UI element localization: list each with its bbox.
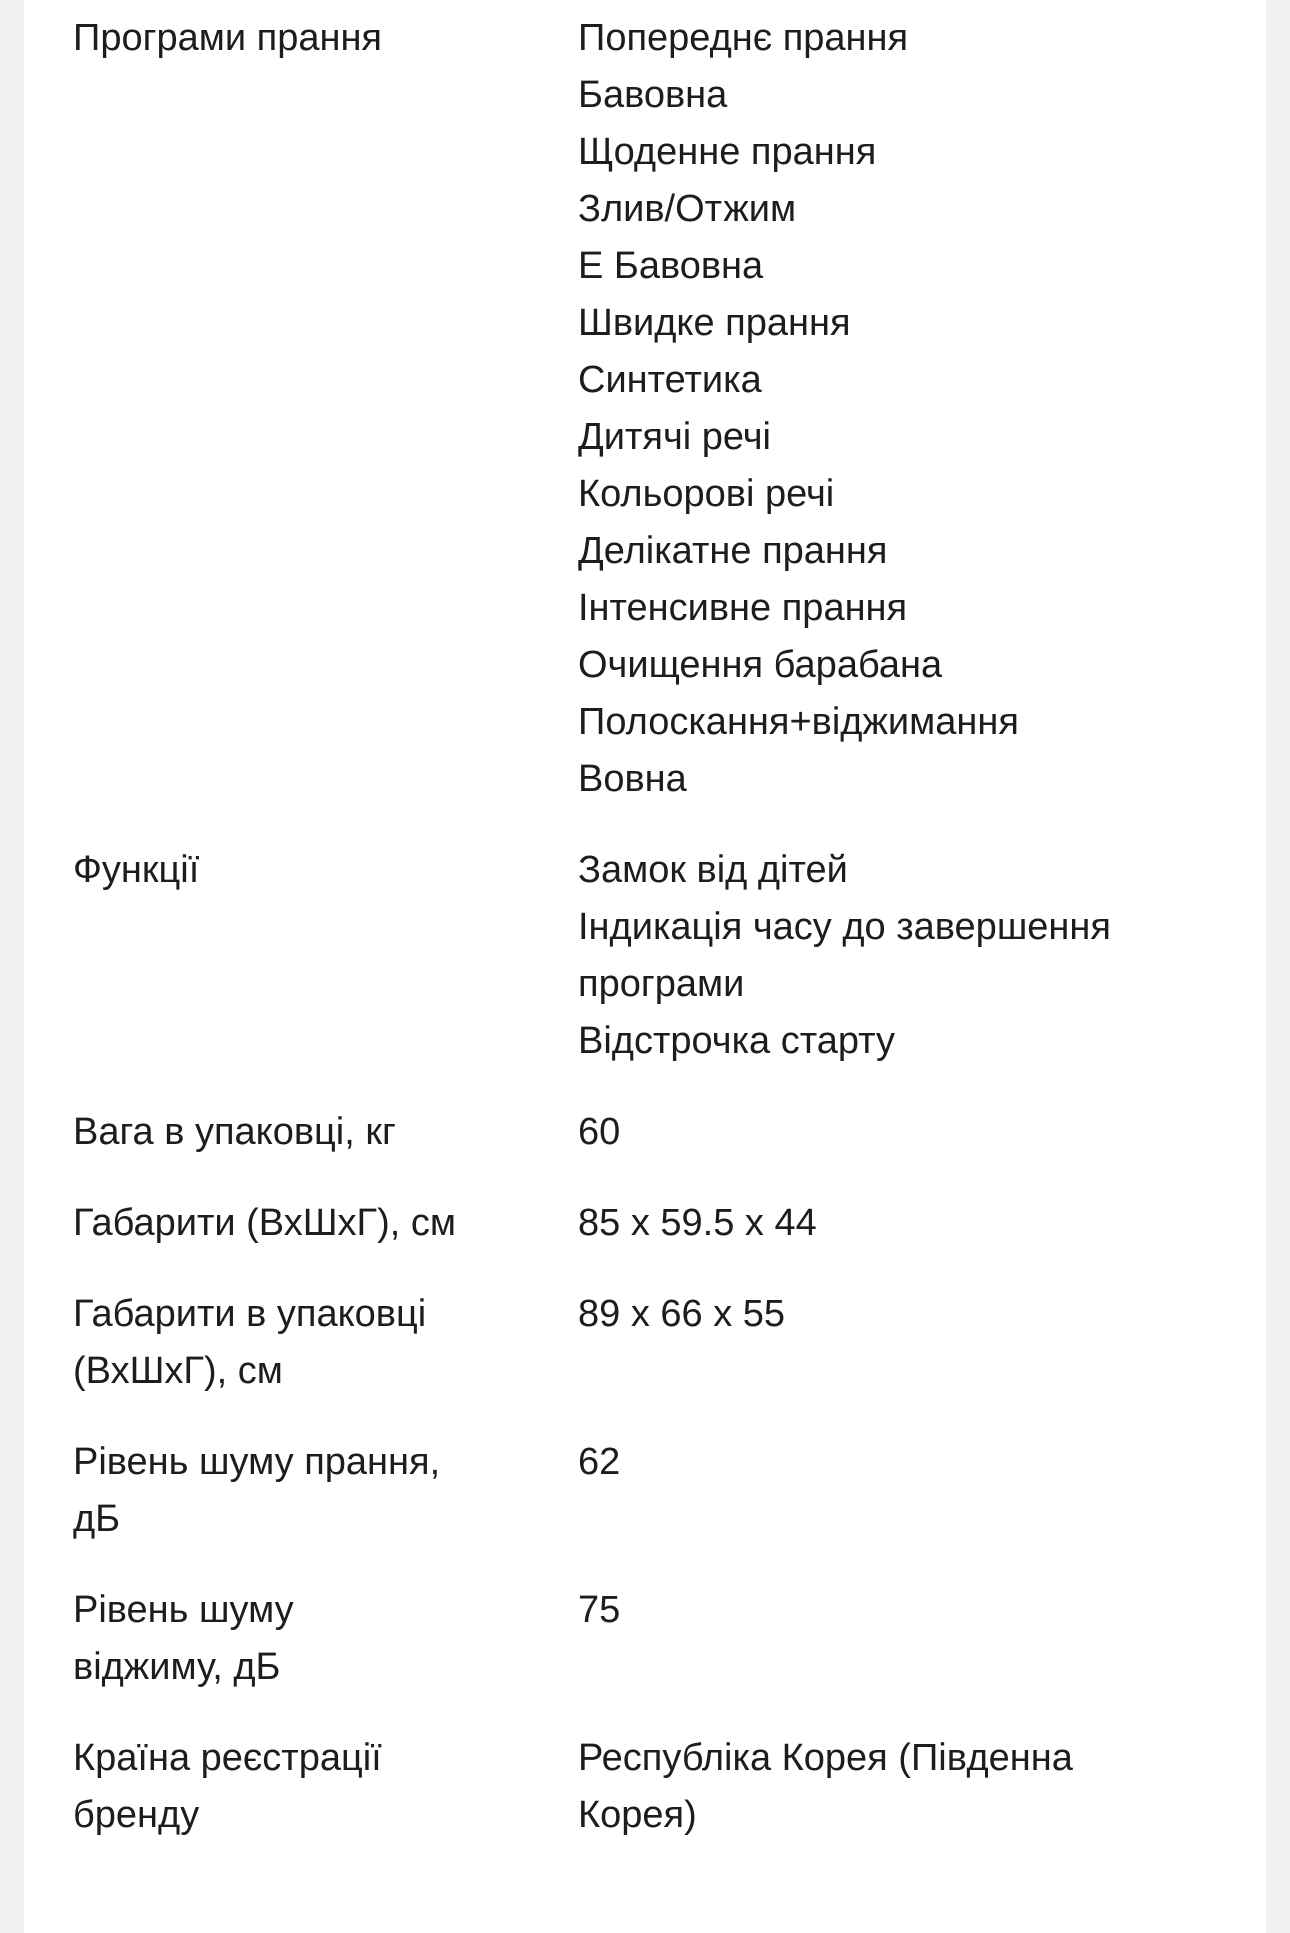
- spec-name: [73, 1434, 578, 1548]
- specs-table: [73, 10, 1233, 1878]
- spec-value: Делікатне прання: [578, 530, 888, 572]
- spec-name: [73, 1195, 578, 1252]
- spec-value: Бавовна: [578, 74, 728, 116]
- spec-value: Синтетика: [578, 359, 762, 401]
- spec-value: Дитячі речі: [578, 416, 771, 458]
- spec-value: Е Бавовна: [578, 245, 764, 287]
- spec-row-package-weight: [73, 1104, 1233, 1161]
- spec-values: [578, 1195, 1233, 1252]
- spec-value: Попереднє прання: [578, 17, 909, 59]
- spec-name-text: Габарити в упаковці (ВхШхГ), см: [73, 1293, 427, 1392]
- spec-name: [73, 1730, 578, 1844]
- spec-values: [578, 10, 1233, 808]
- product-specs-card: [24, 0, 1266, 1933]
- spec-value: 85 x 59.5 x 44: [578, 1202, 817, 1244]
- spec-row-wash-noise: [73, 1434, 1233, 1548]
- spec-row-brand-country: [73, 1730, 1233, 1844]
- spec-name: Програми прання: [73, 17, 383, 59]
- spec-value: 60: [578, 1111, 621, 1153]
- spec-value: Вовна: [578, 758, 687, 800]
- spec-values: [578, 1434, 1233, 1548]
- spec-name-text: Країна реєстрації бренду: [73, 1737, 382, 1836]
- spec-value: Полоскання+віджимання: [578, 701, 1019, 743]
- spec-value: Відстрочка старту: [578, 1020, 895, 1062]
- spec-value: Кольорові речі: [578, 473, 835, 515]
- spec-value: Швидке прання: [578, 302, 851, 344]
- spec-value: 75: [578, 1589, 621, 1631]
- spec-value: Злив/Отжим: [578, 188, 797, 230]
- spec-row-spin-noise: [73, 1582, 1233, 1696]
- spec-name: [73, 1582, 578, 1696]
- spec-value: Замок від дітей: [578, 849, 848, 891]
- spec-value: Очищення барабана: [578, 644, 943, 686]
- spec-name-text: Рівень шуму прання, дБ: [73, 1441, 441, 1540]
- spec-values: [578, 1582, 1233, 1696]
- spec-row-package-dimensions: [73, 1286, 1233, 1400]
- spec-name-text: Габарити (ВхШхГ), см: [73, 1202, 457, 1244]
- spec-row-washing-programs: [73, 10, 1233, 808]
- spec-values: [578, 1730, 1233, 1844]
- spec-value: Республіка Корея (Південна Корея): [578, 1737, 1073, 1836]
- spec-value: 89 x 66 x 55: [578, 1293, 786, 1335]
- spec-value: Інтенсивне прання: [578, 587, 908, 629]
- spec-name: Функції: [73, 849, 200, 891]
- spec-name: [73, 1286, 578, 1400]
- spec-row-functions: [73, 842, 1233, 1070]
- spec-name: Вага в упаковці, кг: [73, 1111, 396, 1153]
- spec-values: [578, 842, 1233, 1070]
- spec-values: [578, 1104, 1233, 1161]
- spec-value: Індикація часу до завершення програми: [578, 906, 1111, 1005]
- spec-value: 62: [578, 1441, 621, 1483]
- spec-row-dimensions: [73, 1195, 1233, 1252]
- spec-value: Щоденне прання: [578, 131, 877, 173]
- spec-values: [578, 1286, 1233, 1400]
- spec-name-text: Рівень шуму віджиму, дБ: [73, 1589, 294, 1688]
